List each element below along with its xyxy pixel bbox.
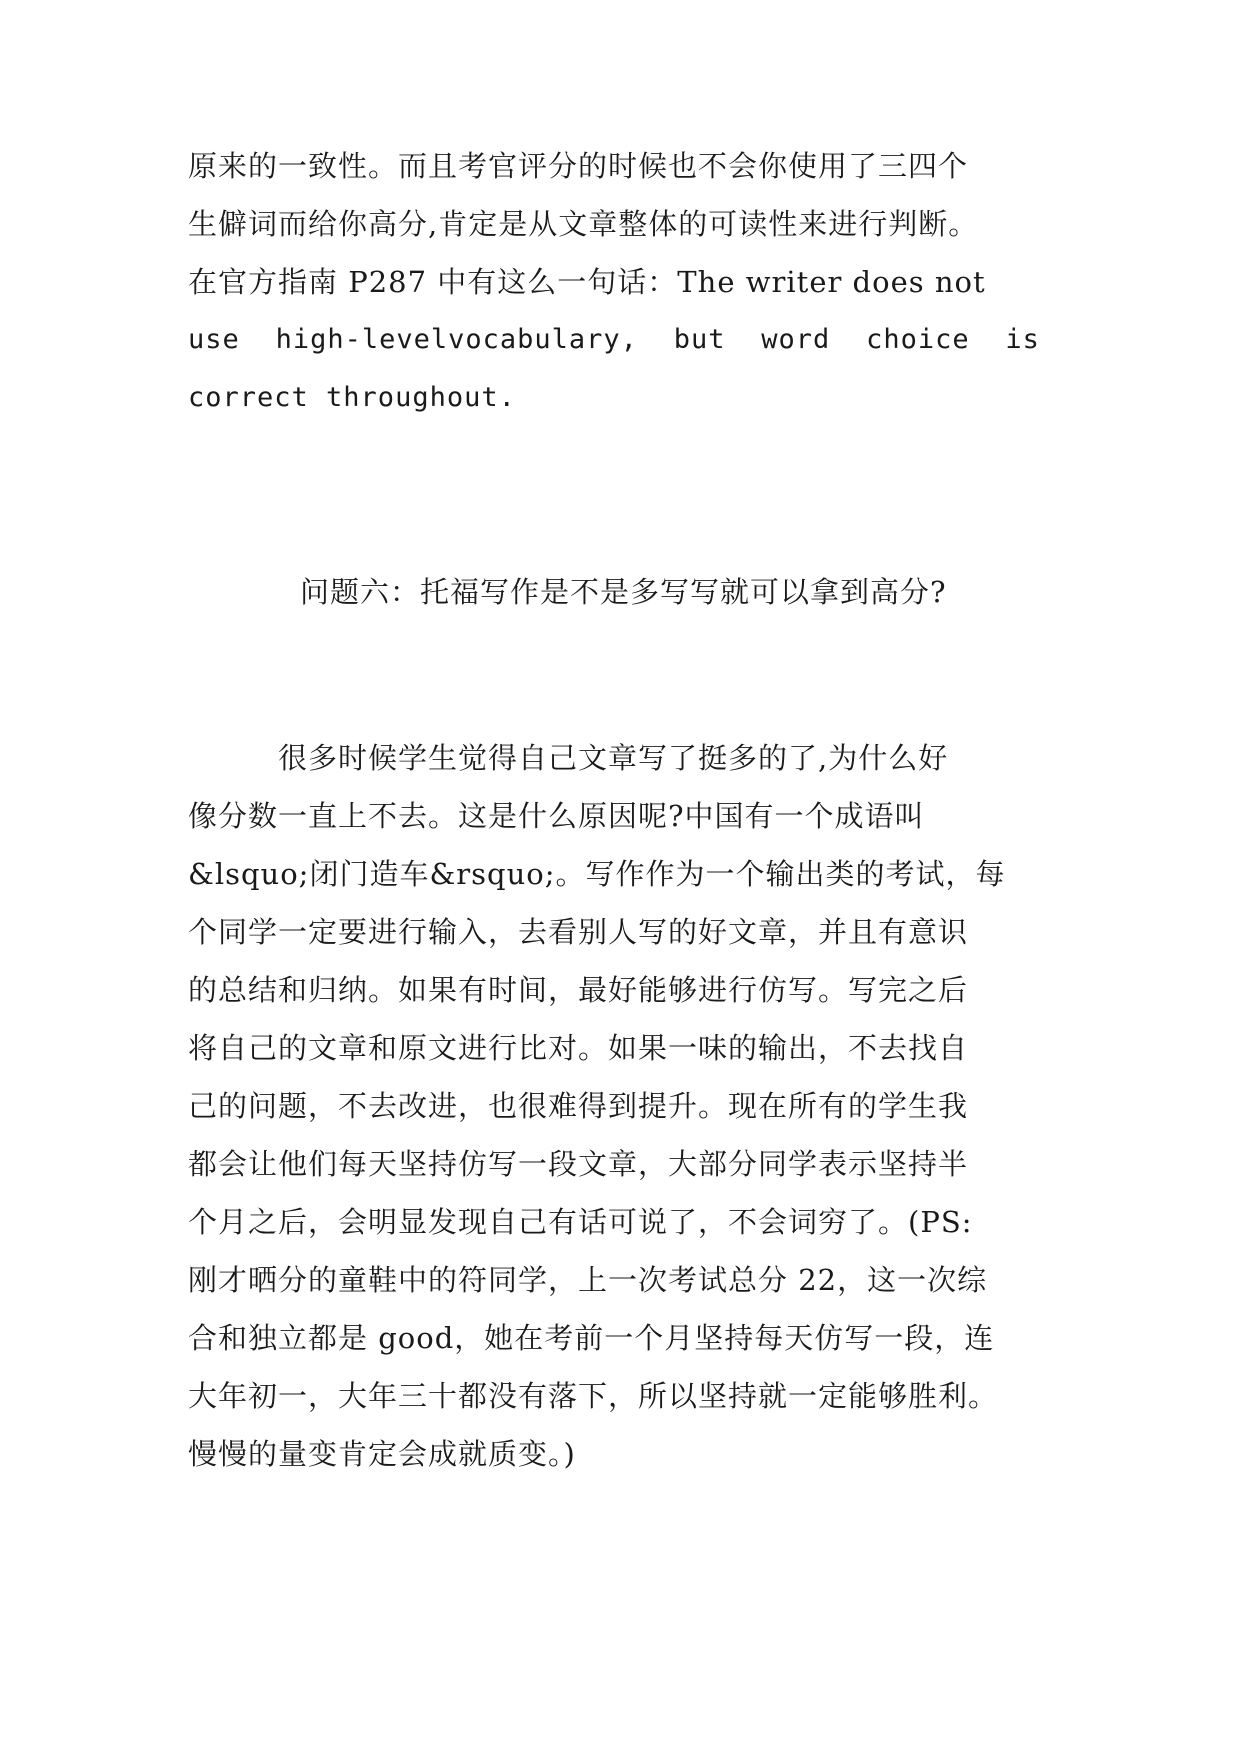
paragraph-line: 将自己的文章和原文进行比对。如果一味的输出，不去找自 xyxy=(188,1031,969,1065)
paragraph-line: 慢慢的量变肯定会成就质变。) xyxy=(188,1437,576,1471)
paragraph-line: 的总结和归纳。如果有时间，最好能够进行仿写。写完之后 xyxy=(188,973,969,1007)
paragraph-line: 原来的一致性。而且考官评分的时候也不会你使用了三四个 xyxy=(188,149,969,183)
paragraph-line: 大年初一，大年三十都没有落下，所以坚持就一定能够胜利。 xyxy=(188,1379,999,1413)
paragraph-line: 合和独立都是 good，她在考前一个月坚持每天仿写一段，连 xyxy=(188,1321,995,1355)
paragraph-line: correct throughout. xyxy=(188,382,516,413)
paragraph-line: 刚才晒分的童鞋中的符同学，上一次考试总分 22，这一次综 xyxy=(188,1263,988,1297)
paragraph-line: 像分数一直上不去。这是什么原因呢?中国有一个成语叫 xyxy=(188,799,925,833)
word: but xyxy=(673,324,726,355)
paragraph-line: 个同学一定要进行输入，去看别人写的好文章，并且有意识 xyxy=(188,915,969,949)
word: is xyxy=(1005,324,1040,355)
word: choice xyxy=(866,324,970,355)
paragraph-line: &lsquo;闭门造车&rsquo;。写作作为一个输出类的考试，每 xyxy=(188,857,1006,891)
paragraph-line: 在官方指南 P287 中有这么一句话：The writer does not xyxy=(188,265,986,299)
word: use xyxy=(188,324,240,355)
paragraph-line: 个月之后，会明显发现自己有话可说了，不会词穷了。(PS: xyxy=(188,1205,973,1239)
justified-line xyxy=(188,320,1040,360)
word: word xyxy=(761,324,831,355)
paragraph-line: 都会让他们每天坚持仿写一段文章，大部分同学表示坚持半 xyxy=(188,1147,969,1181)
word: high-levelvocabulary, xyxy=(275,324,638,355)
paragraph-line: 很多时候学生觉得自己文章写了挺多的了,为什么好 xyxy=(188,741,949,775)
section-heading: 问题六：托福写作是不是多写写就可以拿到高分? xyxy=(300,575,947,609)
paragraph-line: 生僻词而给你高分,肯定是从文章整体的可读性来进行判断。 xyxy=(188,207,979,241)
paragraph-line: 己的问题，不去改进，也很难得到提升。现在所有的学生我 xyxy=(188,1089,969,1123)
